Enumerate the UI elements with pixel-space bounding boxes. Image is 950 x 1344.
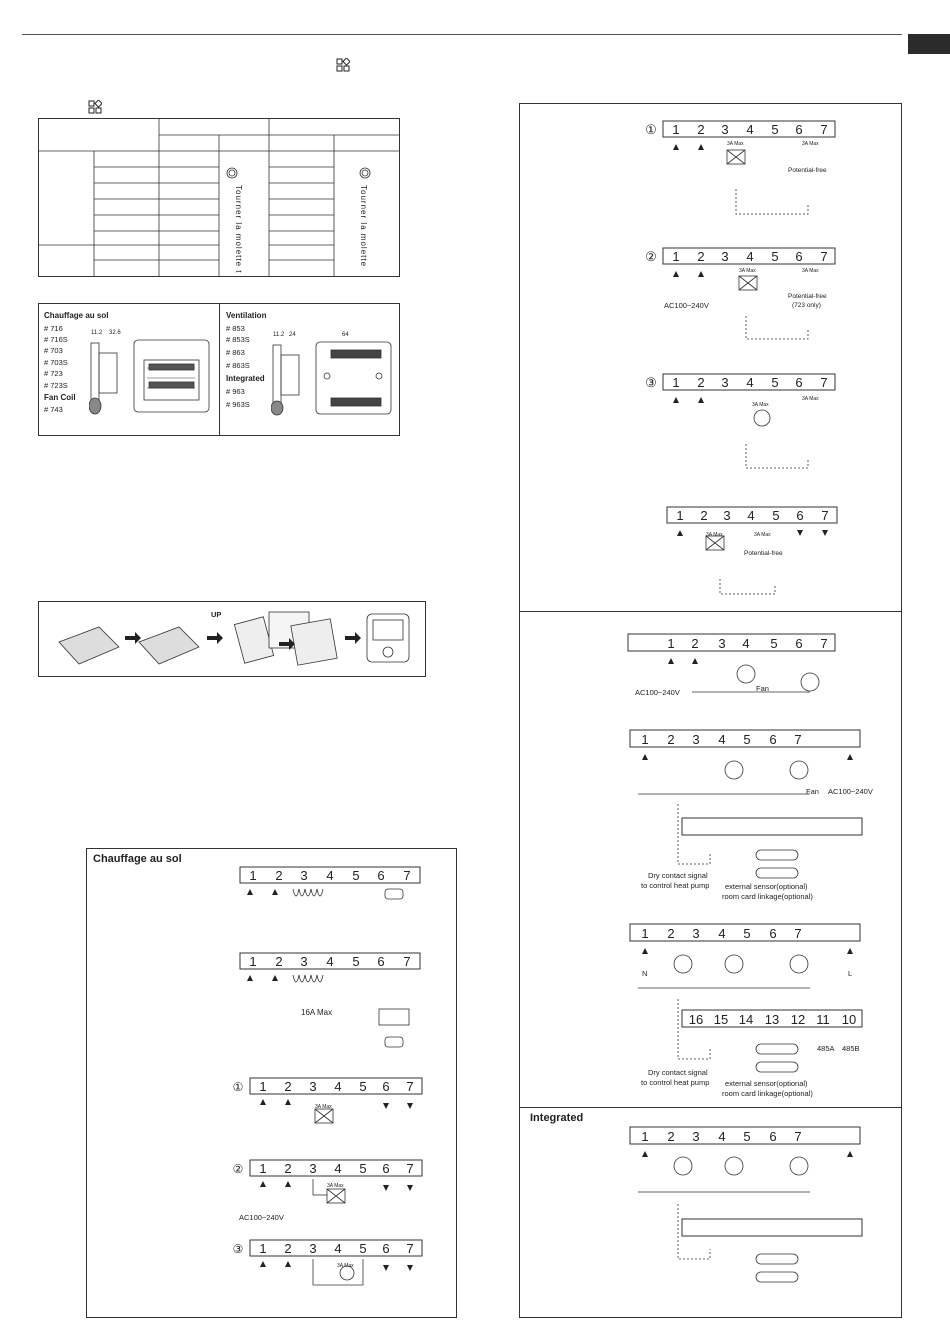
svg-text:5: 5	[352, 954, 360, 969]
svg-text:③: ③	[232, 1242, 244, 1256]
svg-text:6: 6	[796, 508, 804, 523]
svg-text:1: 1	[672, 122, 680, 137]
svg-text:5: 5	[771, 122, 779, 137]
svg-text:16: 16	[688, 1012, 704, 1027]
svg-text:3: 3	[300, 954, 308, 969]
svg-text:2: 2	[284, 1161, 292, 1176]
svg-text:7: 7	[406, 1241, 414, 1256]
svg-text:2: 2	[284, 1241, 292, 1256]
dimension-label: 64	[342, 332, 349, 338]
svg-text:2: 2	[691, 636, 699, 651]
dry-contact-label: to control heat pump	[641, 1078, 710, 1087]
svg-text:6: 6	[377, 868, 385, 883]
svg-text:6: 6	[795, 249, 803, 264]
svg-text:7: 7	[821, 508, 829, 523]
max-current-label: 3A Max	[802, 396, 819, 402]
svg-text:3: 3	[309, 1079, 317, 1094]
voltage-label: AC100~240V	[635, 688, 680, 697]
potential-free-label: Potential-free	[744, 550, 783, 557]
svg-text:5: 5	[770, 636, 778, 651]
svg-text:6: 6	[769, 926, 777, 941]
svg-text:5: 5	[743, 732, 751, 747]
model-item: # 723S	[44, 381, 68, 390]
right-wiring-diagrams	[520, 104, 901, 1317]
svg-text:1: 1	[249, 868, 257, 883]
svg-text:4: 4	[334, 1079, 342, 1094]
model-item: # 703S	[44, 358, 68, 367]
room-card-label: room card linkage(optional)	[722, 892, 813, 901]
svg-text:6: 6	[795, 122, 803, 137]
max-current-label: 3A Max	[337, 1263, 354, 1269]
svg-text:4: 4	[718, 732, 726, 747]
svg-text:4: 4	[334, 1161, 342, 1176]
grid-settings-icon	[336, 58, 350, 72]
svg-text:1: 1	[641, 1129, 649, 1144]
section-title: Integrated	[530, 1112, 584, 1124]
grid-settings-icon	[88, 100, 102, 114]
room-card-label: room card linkage(optional)	[722, 1089, 813, 1098]
svg-text:1: 1	[641, 926, 649, 941]
model-item: # 963	[226, 387, 245, 396]
neutral-label: N	[642, 969, 648, 978]
svg-text:3: 3	[721, 122, 729, 137]
svg-text:7: 7	[794, 926, 802, 941]
model-group-title: Fan Coil	[44, 393, 76, 402]
max-current-label: 16A Max	[301, 1008, 333, 1017]
fan-label: Fan	[806, 787, 819, 796]
svg-text:3: 3	[718, 636, 726, 651]
svg-text:13: 13	[764, 1012, 780, 1027]
svg-text:6: 6	[377, 954, 385, 969]
svg-text:6: 6	[795, 375, 803, 390]
max-current-label: 3A Max	[802, 141, 819, 147]
svg-text:7: 7	[794, 1129, 802, 1144]
svg-text:5: 5	[359, 1241, 367, 1256]
model-item: # 863S	[226, 361, 250, 370]
model-item: # 716	[44, 324, 63, 333]
svg-text:2: 2	[667, 926, 675, 941]
svg-text:6: 6	[382, 1161, 390, 1176]
svg-text:4: 4	[326, 868, 334, 883]
svg-text:3: 3	[300, 868, 308, 883]
installation-steps	[38, 601, 426, 677]
max-current-label: 3A Max	[327, 1183, 344, 1189]
model-item: # 853S	[226, 335, 250, 344]
svg-text:5: 5	[359, 1161, 367, 1176]
svg-text:③: ③	[645, 375, 657, 390]
svg-text:1: 1	[676, 508, 684, 523]
svg-text:4: 4	[746, 375, 754, 390]
max-current-label: 3A Max	[315, 1104, 332, 1110]
model-only-label: (723 only)	[792, 302, 821, 309]
section-title: Chauffage au sol	[93, 853, 182, 865]
thermostat-side-drawing	[89, 338, 214, 418]
dimension-label: 11.2	[273, 332, 285, 338]
svg-text:4: 4	[326, 954, 334, 969]
svg-text:4: 4	[747, 508, 755, 523]
dimension-label: 32.6	[109, 330, 121, 336]
page-tab	[908, 34, 950, 54]
max-current-label: 3A Max	[802, 268, 819, 274]
svg-text:5: 5	[772, 508, 780, 523]
svg-text:2: 2	[697, 249, 705, 264]
max-current-label: 3A Max	[739, 268, 756, 274]
svg-text:1: 1	[259, 1241, 267, 1256]
svg-text:4: 4	[334, 1241, 342, 1256]
svg-text:6: 6	[795, 636, 803, 651]
svg-text:3: 3	[721, 375, 729, 390]
svg-text:15: 15	[713, 1012, 729, 1027]
max-current-label: 3A Max	[727, 141, 744, 147]
svg-text:4: 4	[718, 926, 726, 941]
svg-text:7: 7	[820, 122, 828, 137]
svg-text:7: 7	[794, 732, 802, 747]
svg-text:3: 3	[692, 732, 700, 747]
model-item: # 853	[226, 324, 245, 333]
line-label: L	[848, 969, 853, 978]
svg-text:5: 5	[771, 375, 779, 390]
voltage-label: AC100~240V	[664, 301, 709, 310]
svg-text:10: 10	[841, 1012, 857, 1027]
svg-text:1: 1	[672, 375, 680, 390]
svg-text:7: 7	[820, 636, 828, 651]
svg-text:5: 5	[743, 1129, 751, 1144]
svg-text:3: 3	[309, 1161, 317, 1176]
svg-text:2: 2	[275, 954, 283, 969]
svg-text:1: 1	[672, 249, 680, 264]
svg-text:3: 3	[692, 926, 700, 941]
svg-text:2: 2	[275, 868, 283, 883]
svg-text:3: 3	[721, 249, 729, 264]
svg-text:5: 5	[359, 1079, 367, 1094]
svg-text:7: 7	[406, 1161, 414, 1176]
rs485-label: 485B	[842, 1044, 860, 1053]
top-rule	[22, 34, 902, 35]
svg-text:②: ②	[232, 1162, 244, 1176]
svg-text:14: 14	[738, 1012, 754, 1027]
svg-text:①: ①	[645, 122, 657, 137]
svg-text:2: 2	[667, 1129, 675, 1144]
svg-text:2: 2	[667, 732, 675, 747]
up-label: UP	[211, 610, 222, 619]
svg-text:12: 12	[790, 1012, 806, 1027]
svg-text:4: 4	[718, 1129, 726, 1144]
svg-text:3: 3	[309, 1241, 317, 1256]
svg-text:3: 3	[723, 508, 731, 523]
svg-text:①: ①	[232, 1080, 244, 1094]
sensor-label: external sensor(optional)	[725, 882, 808, 891]
floor-heating-panel	[86, 848, 457, 1318]
right-wiring-panel	[519, 103, 902, 1318]
model-item: # 863	[226, 348, 245, 357]
svg-text:2: 2	[284, 1079, 292, 1094]
svg-text:2: 2	[697, 375, 705, 390]
model-item: # 723	[44, 369, 63, 378]
dimension-label: 24	[289, 332, 296, 338]
spec-table	[38, 118, 400, 277]
svg-text:3: 3	[692, 1129, 700, 1144]
svg-text:7: 7	[820, 249, 828, 264]
dry-contact-label: to control heat pump	[641, 881, 710, 890]
svg-text:6: 6	[382, 1079, 390, 1094]
potential-free-label: Potential-free	[788, 293, 827, 300]
svg-text:1: 1	[249, 954, 257, 969]
svg-text:1: 1	[259, 1161, 267, 1176]
svg-text:1: 1	[667, 636, 675, 651]
svg-text:②: ②	[645, 249, 657, 264]
sensor-label: external sensor(optional)	[725, 1079, 808, 1088]
rs485-label: 485A	[817, 1044, 835, 1053]
max-current-label: 3A Max	[754, 532, 771, 538]
svg-text:6: 6	[769, 1129, 777, 1144]
svg-text:2: 2	[697, 122, 705, 137]
floor-heating-diagrams	[87, 849, 456, 1317]
fan-label: Fan	[756, 684, 769, 693]
svg-text:5: 5	[743, 926, 751, 941]
svg-text:1: 1	[641, 732, 649, 747]
model-group-title: Chauffage au sol	[44, 311, 109, 320]
rotate-knob-label: Tourner la molette	[359, 185, 368, 268]
model-item: # 743	[44, 405, 63, 414]
rotate-knob-label: Tourner la molette t	[234, 185, 243, 274]
model-item: # 963S	[226, 400, 250, 409]
svg-text:1: 1	[259, 1079, 267, 1094]
dimension-label: 11.2	[91, 330, 103, 336]
model-group-title: Ventilation	[226, 311, 267, 320]
svg-text:11: 11	[816, 1012, 830, 1027]
svg-text:5: 5	[352, 868, 360, 883]
svg-text:7: 7	[820, 375, 828, 390]
dry-contact-label: Dry contact signal	[648, 1068, 708, 1077]
svg-text:4: 4	[746, 249, 754, 264]
dry-contact-label: Dry contact signal	[648, 871, 708, 880]
svg-text:5: 5	[771, 249, 779, 264]
thermostat-side-drawing	[271, 340, 396, 418]
models-box	[38, 303, 400, 436]
model-item: # 703	[44, 346, 63, 355]
max-current-label: 3A Max	[706, 532, 723, 538]
voltage-label: AC100~240V	[828, 787, 873, 796]
svg-text:6: 6	[769, 732, 777, 747]
potential-free-label: Potential-free	[788, 167, 827, 174]
model-item: # 716S	[44, 335, 68, 344]
svg-text:7: 7	[403, 954, 411, 969]
svg-text:4: 4	[742, 636, 750, 651]
svg-text:4: 4	[746, 122, 754, 137]
svg-text:2: 2	[700, 508, 708, 523]
max-current-label: 3A Max	[752, 402, 769, 408]
svg-text:6: 6	[382, 1241, 390, 1256]
svg-text:7: 7	[403, 868, 411, 883]
model-group-title: Integrated	[226, 374, 265, 383]
svg-text:7: 7	[406, 1079, 414, 1094]
voltage-label: AC100~240V	[239, 1213, 284, 1222]
